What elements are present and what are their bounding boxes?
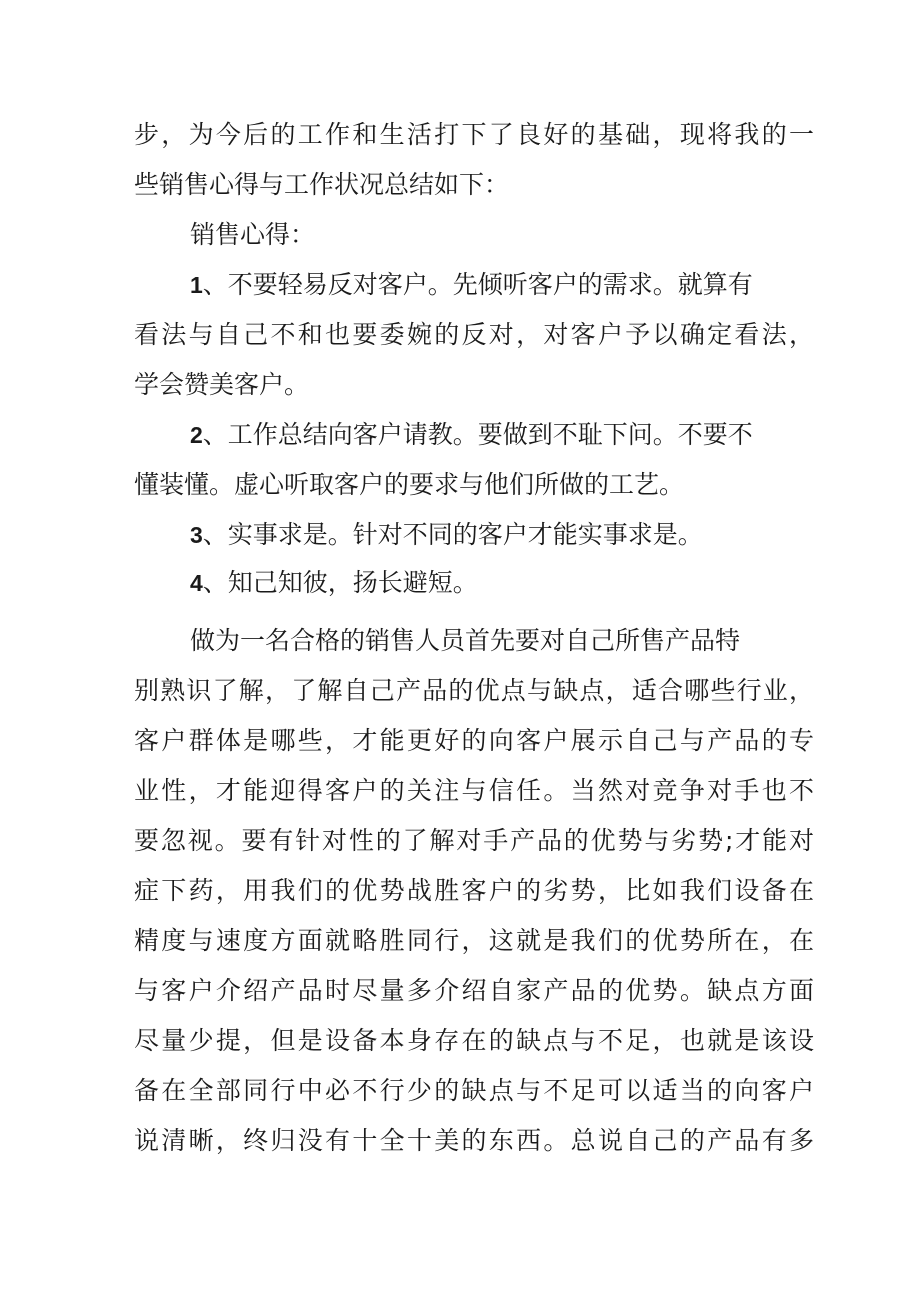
point-2-line-2: 懂装懂。虚心听取客户的要求与他们所做的工艺。 bbox=[134, 470, 685, 499]
section-heading: 销售心得： bbox=[190, 220, 316, 249]
closing-line-9: 尽量少提，但是设备本身存在的缺点与不足，也就是该设 bbox=[134, 1026, 814, 1055]
closing-line-6: 症下药，用我们的优势战胜客户的劣势，比如我们设备在 bbox=[134, 876, 814, 905]
intro-line-1: 步，为今后的工作和生活打下了良好的基础，现将我的一 bbox=[134, 120, 814, 149]
closing-line-5: 要忽视。要有针对性的了解对手产品的优势与劣势;才能对 bbox=[134, 826, 814, 855]
closing-line-3: 客户群体是哪些，才能更好的向客户展示自己与产品的专 bbox=[134, 726, 814, 755]
closing-line-11: 说清晰，终归没有十全十美的东西。总说自己的产品有多 bbox=[134, 1126, 814, 1155]
closing-line-7: 精度与速度方面就略胜同行，这就是我们的优势所在，在 bbox=[134, 926, 814, 955]
point-3-number: 3 bbox=[190, 522, 203, 548]
point-1-text: 、不要轻易反对客户。先倾听客户的需求。就算有 bbox=[202, 270, 753, 299]
point-1-line-1 bbox=[190, 268, 814, 302]
point-2-number: 2 bbox=[190, 422, 203, 448]
closing-line-2: 别熟识了解，了解自己产品的优点与缺点，适合哪些行业， bbox=[134, 676, 814, 705]
closing-line-4: 业性，才能迎得客户的关注与信任。当然对竞争对手也不 bbox=[134, 776, 814, 805]
point-4-number: 4 bbox=[190, 570, 203, 596]
closing-line-1: 做为一名合格的销售人员首先要对自己所售产品特 bbox=[190, 626, 741, 655]
point-2-line-1 bbox=[190, 418, 814, 452]
point-3-text: 、实事求是。针对不同的客户才能实事求是。 bbox=[202, 520, 703, 549]
point-1-line-3: 学会赞美客户。 bbox=[134, 370, 310, 399]
point-1-line-2: 看法与自己不和也要委婉的反对，对客户予以确定看法， bbox=[134, 320, 814, 349]
point-4-line-1 bbox=[190, 566, 814, 600]
point-2-text: 、工作总结向客户请教。要做到不耻下问。不要不 bbox=[202, 420, 753, 449]
point-3-line-1 bbox=[190, 518, 814, 552]
closing-line-10: 备在全部同行中必不行少的缺点与不足可以适当的向客户 bbox=[134, 1076, 814, 1105]
point-1-number: 1 bbox=[190, 272, 203, 298]
closing-line-8: 与客户介绍产品时尽量多介绍自家产品的优势。缺点方面 bbox=[134, 976, 814, 1005]
point-4-text: 、知己知彼，扬长避短。 bbox=[202, 568, 478, 597]
intro-line-2: 些销售心得与工作状况总结如下： bbox=[134, 170, 510, 199]
